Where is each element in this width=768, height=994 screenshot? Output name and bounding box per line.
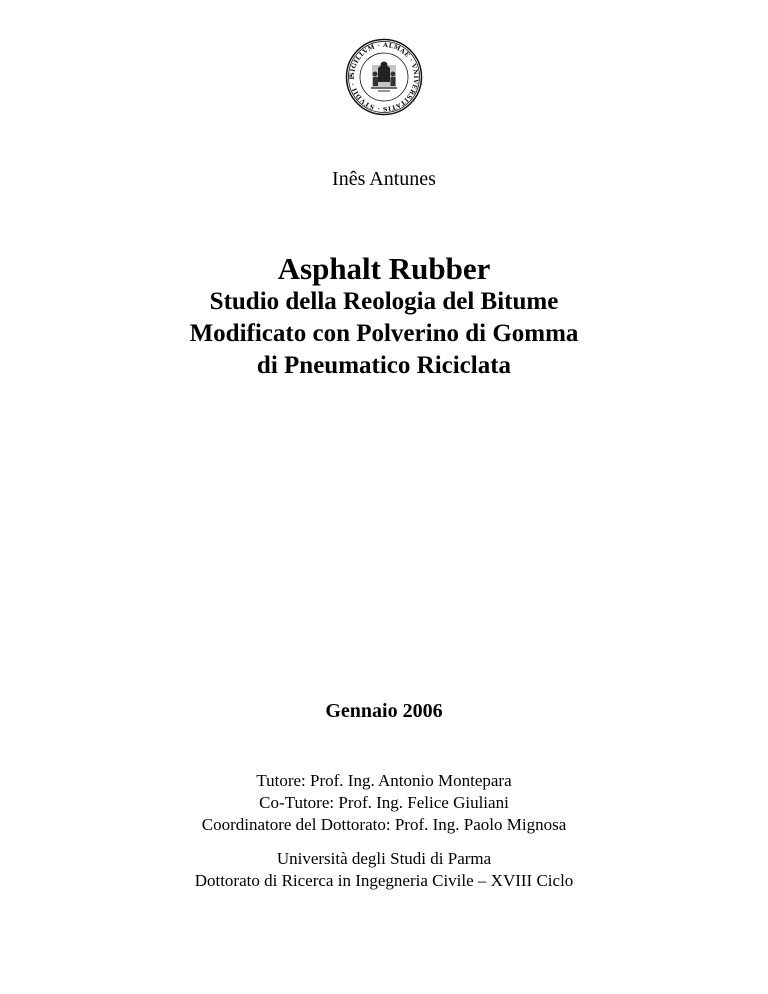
subtitle-line: Modificato con Polverino di Gomma [189, 320, 579, 347]
co-tutor-line: Co-Tutore: Prof. Ing. Felice Giuliani [259, 793, 509, 812]
university-seal-icon [345, 38, 423, 116]
supervisors-block [0, 770, 768, 836]
subtitle-line: di Pneumatico Riciclata [256, 352, 512, 379]
thesis-title: Asphalt Rubber [277, 251, 491, 286]
institution-block [0, 848, 768, 892]
thesis-date: Gennaio 2006 [325, 700, 443, 722]
university-name: Università degli Studi di Parma [276, 849, 492, 868]
svg-text:SIGILLVM · ALMAE · VNIVERSITAT: SIGILLVM · ALMAE · VNIVERSITATIS · STVDII · P [348, 41, 420, 113]
subtitle-line: Studio della Reologia del Bitume [209, 288, 559, 315]
thesis-subtitle [0, 286, 768, 382]
doctorate-program: Dottorato di Ricerca in Ingegneria Civile – XVIII Ciclo [194, 871, 574, 890]
author-name: Inês Antunes [332, 168, 436, 190]
tutor-line: Tutore: Prof. Ing. Antonio Montepara [256, 771, 512, 790]
coordinator-line: Coordinatore del Dottorato: Prof. Ing. Paolo Mignosa [201, 815, 567, 834]
